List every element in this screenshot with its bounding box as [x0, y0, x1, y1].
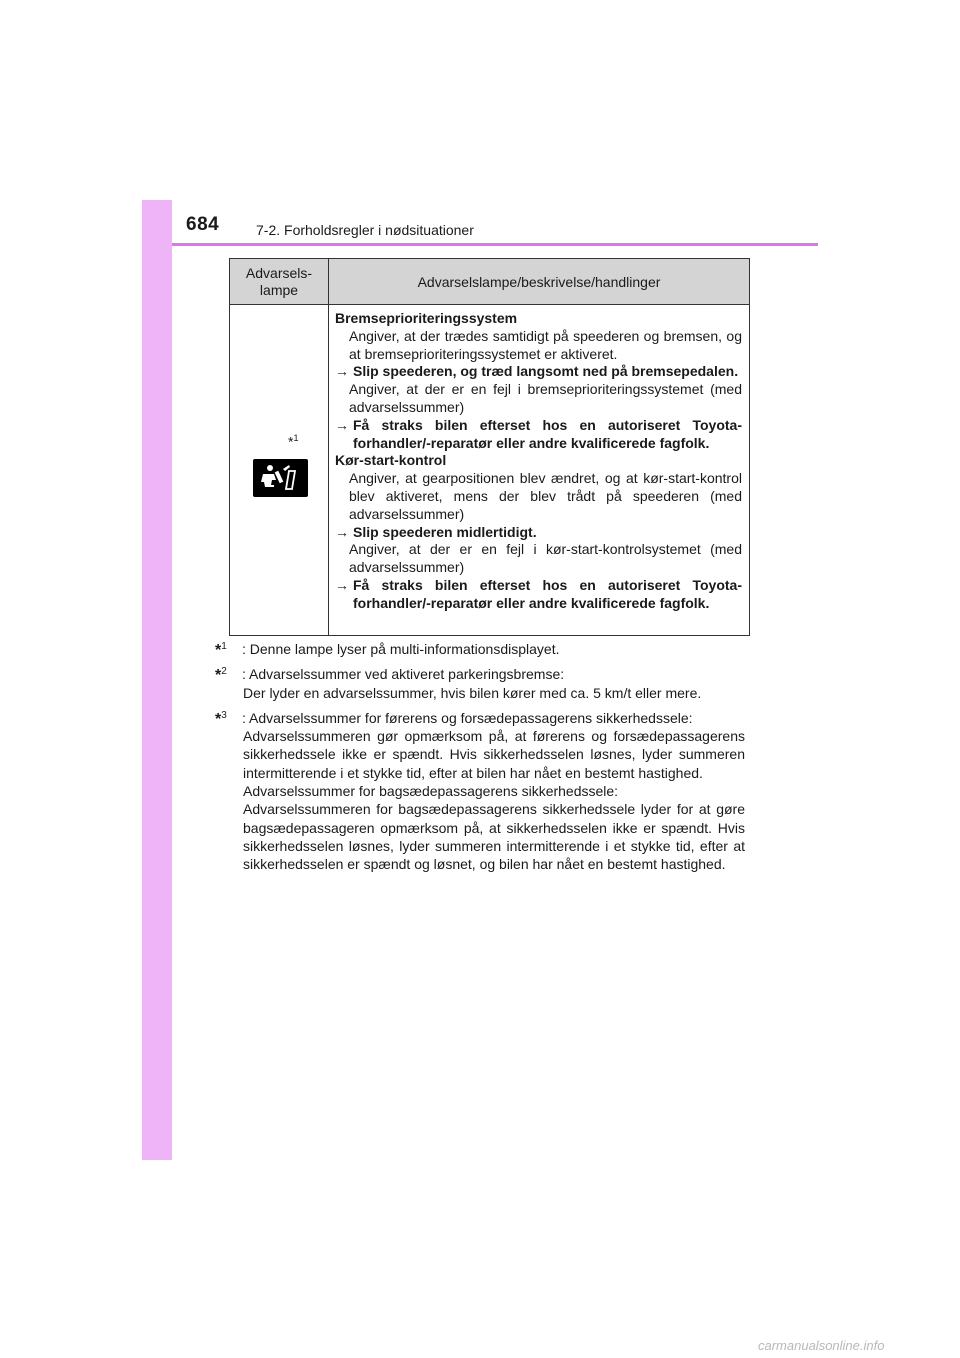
watermark: carmanualsonline.info [758, 1338, 885, 1353]
lamp-ref-number: 1 [293, 433, 299, 443]
arrow-icon: → [335, 416, 349, 433]
side-band [142, 200, 172, 1160]
action-line [335, 524, 742, 542]
footnote [215, 665, 745, 702]
arrow-icon: → [335, 576, 349, 593]
description-heading: Bremseprioriteringssystem [335, 310, 518, 326]
footnote [215, 640, 745, 658]
action-line [335, 577, 742, 613]
footnote-marker [215, 638, 227, 660]
description-cell [335, 310, 742, 613]
footnotes [215, 640, 745, 881]
footnote-text: : Denne lampe lyser på multi-informationsdisplayet. [242, 641, 560, 657]
footnote-number: 2 [221, 666, 227, 678]
action-line [335, 417, 742, 453]
footnote-text: Advarselssummeren gør opmærksom på, at førerens og forsædepassagerens sikkerhedssele ikke er spændt. Hvis sikkerhedsselen løsnes, lyder summeren intermitterende i et stykke tid, efter at bilen har nået en bestemt hastighed. [243, 728, 745, 781]
footnote-marker [215, 663, 227, 685]
footnote-text: Der lyder en advarselssummer, hvis bilen kører med ca. 5 km/t eller mere. [243, 684, 702, 701]
footnote-star: * [215, 642, 222, 659]
footnote-star: * [215, 710, 222, 728]
description-text: Angiver, at der er en fejl i kør-start-kontrolsystemet (med advarselssummer) [349, 541, 742, 576]
action-text: Få straks bilen efterset hos en autoriseret Toyota-forhandler/-reparatør eller andre kvalificerede fagfolk. [353, 576, 742, 611]
description-text: Angiver, at gearpositionen blev ændret, og at kør-start-kontrol blev aktiveret, mens der blev trådt på speederen (med advarselssummer) [349, 470, 742, 522]
column-header-lamp: Advarsels-lampe [245, 264, 313, 298]
column-divider [328, 259, 329, 635]
action-text: Få straks bilen efterset hos en autoriseret Toyota-forhandler/-reparatør eller andre kvalificerede fagfolk. [353, 416, 742, 451]
footnote-marker [215, 707, 227, 729]
action-text: Slip speederen, og træd langsomt ned på bremsepedalen. [353, 363, 739, 380]
footnote-text: Advarselssummer for bagsædepassagerens sikkerhedssele: [243, 783, 619, 800]
lamp-cell [230, 305, 328, 635]
footnote-star: * [215, 667, 222, 685]
table-header [230, 259, 749, 305]
action-text: Slip speederen midlertidigt. [353, 523, 537, 540]
header-rule [172, 243, 818, 246]
footnote-number: 1 [221, 641, 227, 652]
arrow-icon: → [335, 363, 349, 380]
description-text: Angiver, at der er en fejl i bremseprioriteringssystemet (med advarselssummer) [349, 381, 742, 415]
warning-lamp-table [229, 258, 750, 636]
footnote-text: Advarselssummeren for bagsædepassagerens sikkerhedssele lyder for at gøre bagsædepassageren opmærksom på, at sikkerhedsselen ikke er spændt. Hvis sikkerhedsselen løsnes, lyder summeren intermitterende i et stykke tid, efter at sikkerhedsselen er spændt og løsnet, og bilen har nået en bestemt hastighed. [243, 801, 745, 873]
column-header-description: Advarselslampe/beskrivelse/handlinger [417, 273, 661, 290]
section-title: 7-2. Forholdsregler i nødsituationer [256, 222, 474, 238]
foot-on-pedal-warning-icon [253, 459, 308, 497]
footnote-text: : Advarselssummer ved aktiveret parkeringsbremse: [242, 666, 565, 683]
action-line [335, 363, 742, 381]
description-heading: Kør-start-kontrol [335, 452, 447, 469]
footnote-text: : Advarselssummer for førerens og forsædepassagerens sikkerhedssele: [242, 709, 693, 726]
footnote [215, 709, 745, 874]
lamp-footnote-ref [288, 433, 298, 450]
lamp-ref-star: * [288, 433, 294, 450]
footnote-number: 3 [221, 709, 227, 721]
arrow-icon: → [335, 523, 349, 540]
page-number: 684 [186, 214, 220, 235]
description-text: Angiver, at der trædes samtidigt på speederen og bremsen, og at bremseprioriteringssystemet er aktiveret. [349, 327, 742, 362]
